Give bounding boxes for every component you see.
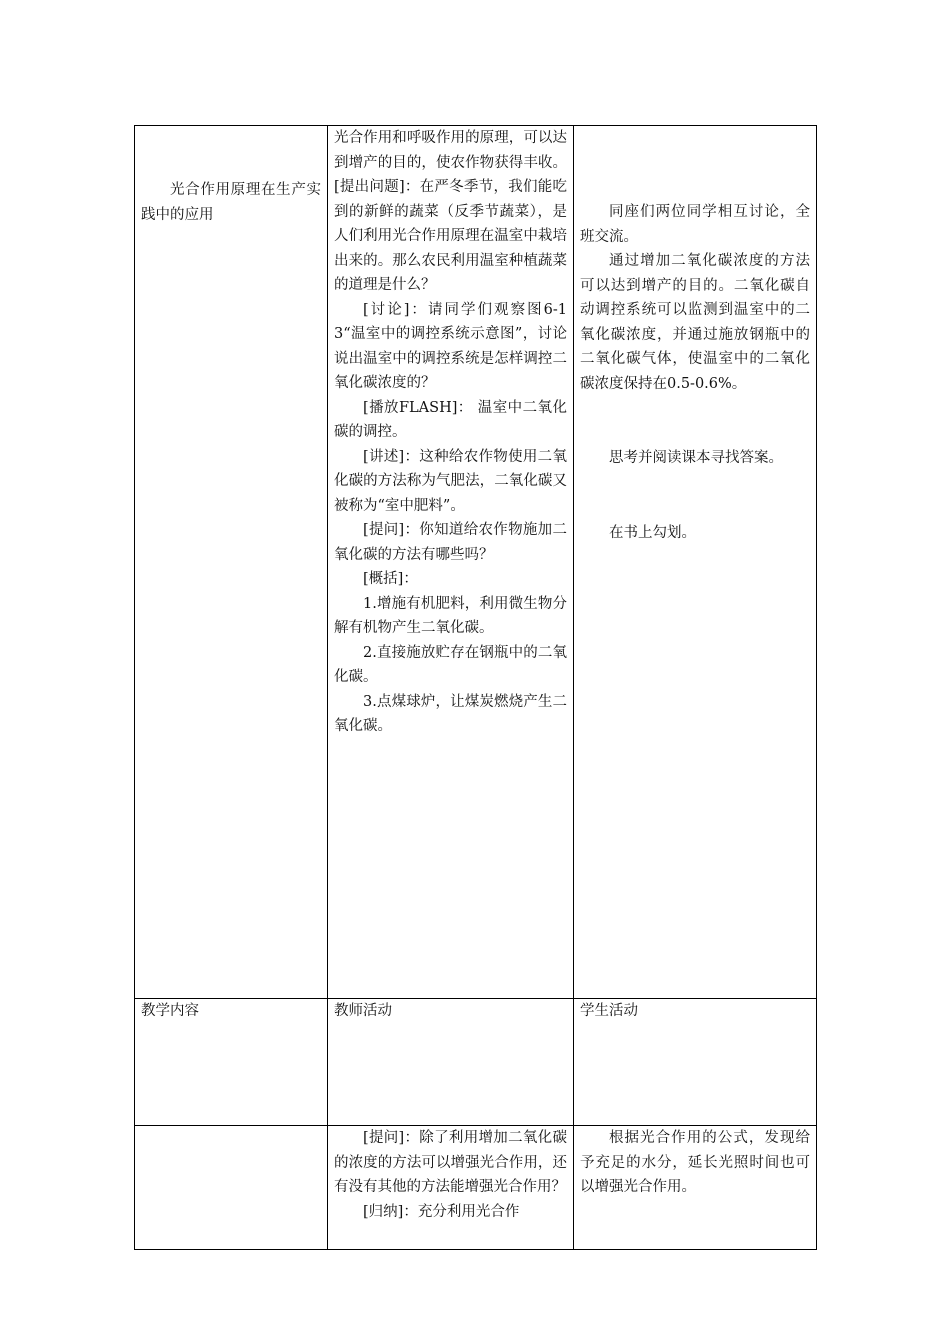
teacher-paragraph: [讨论]：请同学们观察图6-13“温室中的调控系统示意图”，讨论说出温室中的调控系统是怎样调控二氧化碳浓度的？ — [334, 301, 567, 391]
topic-text: 光合作用原理在生产实践中的应用 — [141, 182, 321, 223]
teacher-paragraph: 光合作用和呼吸作用的原理，可以达到增产的目的，使农作物获得丰收。[提出问题]：在严冬季节，我们能吃到的新鲜的蔬菜（反季节蔬菜），是人们利用光合作用原理在温室中栽培出来的。那么农民利用温室种植蔬菜的道理是什么？ — [334, 130, 567, 293]
teacher-paragraph: [提问]：你知道给农作物施加二氧化碳的方法有哪些吗？ — [334, 522, 567, 563]
student-paragraph: 在书上勾划。 — [609, 524, 696, 541]
header-teacher-activity: 教师活动 — [328, 999, 574, 1126]
table-row — [135, 126, 817, 999]
lesson-plan-table — [134, 125, 817, 1250]
student-activity-cell — [574, 126, 817, 999]
student-paragraph: 通过增加二氧化碳浓度的方法可以达到增产的目的。二氧化碳自动调控系统可以监测到温室中的二氧化碳浓度，并通过施放钢瓶中的二氧化碳气体，使温室中的二氧化碳浓度保持在0.5-0.6%。 — [580, 253, 810, 392]
header-student-activity: 学生活动 — [574, 999, 817, 1126]
teacher-paragraph: [提问]：除了利用增加二氧化碳的浓度的方法可以增强光合作用，还有没有其他的方法能增强光合作用？ — [334, 1130, 567, 1195]
teacher-paragraph: 1.增施有机肥料，利用微生物分解有机物产生二氧化碳。 — [334, 595, 567, 636]
student-paragraph: 思考并阅读课本寻找答案。 — [609, 450, 783, 466]
student-paragraph: 根据光合作用的公式，发现给予充足的水分，延长光照时间也可以增强光合作用。 — [580, 1130, 810, 1195]
student-activity-cell — [574, 1126, 817, 1250]
student-paragraph: 同座们两位同学相互讨论，全班交流。 — [580, 204, 810, 245]
teaching-content-cell — [135, 1126, 328, 1250]
teacher-activity-cell — [328, 1126, 574, 1250]
teacher-paragraph: [归纳]：充分利用光合作 — [363, 1203, 520, 1220]
teacher-paragraph: [概括]： — [363, 571, 418, 587]
header-teaching-content: 教学内容 — [135, 999, 328, 1126]
teaching-content-cell — [135, 126, 328, 999]
teacher-paragraph: 3.点煤球炉，让煤炭燃烧产生二氧化碳。 — [334, 693, 567, 734]
teacher-paragraph: [讲述]：这种给农作物使用二氧化碳的方法称为气肥法，二氧化碳又被称为“室中肥料”。 — [334, 448, 567, 514]
teacher-paragraph: 2.直接施放贮存在钢瓶中的二氧化碳。 — [334, 644, 567, 685]
teacher-paragraph: [播放FLASH]： 温室中二氧化碳的调控。 — [334, 399, 567, 440]
table-row — [135, 1126, 817, 1250]
teacher-activity-cell — [328, 126, 574, 999]
table-header-row — [135, 999, 817, 1126]
